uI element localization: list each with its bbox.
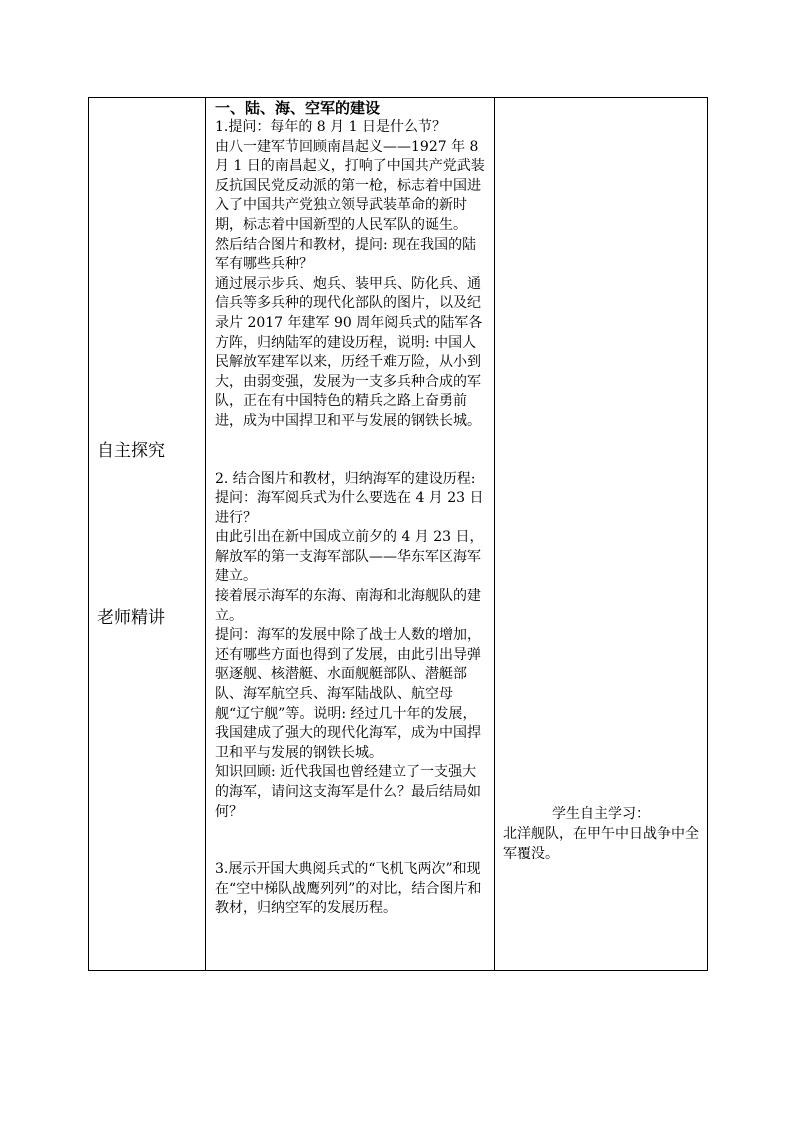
student-activity-answer: 北洋舰队，在甲午中日战争中全军覆没。 xyxy=(503,826,699,862)
section-heading: 一、陆、海、空军的建设 xyxy=(215,99,381,117)
label-self-study: 自主探究 xyxy=(97,441,165,461)
spacer xyxy=(215,822,488,860)
teaching-content xyxy=(206,98,494,919)
paragraph: 1.提问：每年的 8 月 1 日是什么节？ xyxy=(215,119,446,135)
paragraph: 由此引出在新中国成立前夕的 4 月 23 日，解放军的第一支海军部队——华东军区海军建立。 xyxy=(215,529,484,585)
lesson-plan-table xyxy=(88,97,708,971)
section-label-cell xyxy=(89,98,206,971)
student-activity-cell xyxy=(495,98,708,971)
paragraph: 2. 结合图片和教材，归纳海军的建设历程: xyxy=(215,470,476,487)
teaching-content-cell xyxy=(206,98,495,971)
paragraph: 提问：海军的发展中除了战士人数的增加，还有哪些方面也得到了发展，由此引出导弹驱逐舰、核潜艇、水面舰艇部队、潜艇部队、海军航空兵、海军陆战队、航空母舰“辽宁舰”等。说明: 经过几十年的发展，我国建成了强大的现代化海军，成为中国捍卫和平与发展的钢铁长城。 xyxy=(215,627,481,761)
label-teacher-explain: 老师精讲 xyxy=(97,608,165,628)
paragraph: 接着展示海军的东海、南海和北海舰队的建立。 xyxy=(215,588,481,624)
paragraph: 知识回顾: 近代我国也曾经建立了一支强大的海军，请问这支海军是什么？最后结局如何？ xyxy=(215,764,481,820)
spacer xyxy=(215,432,488,470)
paragraph: 通过展示步兵、炮兵、装甲兵、防化兵、通信兵等多兵种的现代化部队的图片，以及纪录片 2017 年建军 90 周年阅兵式的陆军各方阵，归纳陆军的建设历程，说明: 中国人民解放军建军以来，历经千难万险，从小到大，由弱变强，发展为一支多兵种合成的军队，正在有中国特色的精兵之路上奋勇前进，成为中国捍卫和平与发展的钢铁长城。 xyxy=(215,275,483,429)
table-row xyxy=(89,98,708,971)
paragraph: 然后结合图片和教材，提问: 现在我国的陆军有哪些兵种？ xyxy=(215,236,477,273)
paragraph: 由八一建军节回顾南昌起义——1927 年 8 月 1 日的南昌起义，打响了中国共产党武装反抗国民党反动派的第一枪，标志着中国进入了中国共产党独立领导武装革命的新时期，标志着中国新型的人民军队的诞生。 xyxy=(215,138,485,233)
student-activity xyxy=(503,804,699,864)
paragraph: 3.展示开国大典阅兵式的“飞机飞两次”和现在“空中梯队战鹰列列”的对比，结合图片和教材，归纳空军的发展历程。 xyxy=(215,861,482,917)
paragraph: 提问：海军阅兵式为什么要选在 4 月 23 日进行？ xyxy=(215,490,484,526)
student-activity-title: 学生自主学习： xyxy=(552,806,650,822)
